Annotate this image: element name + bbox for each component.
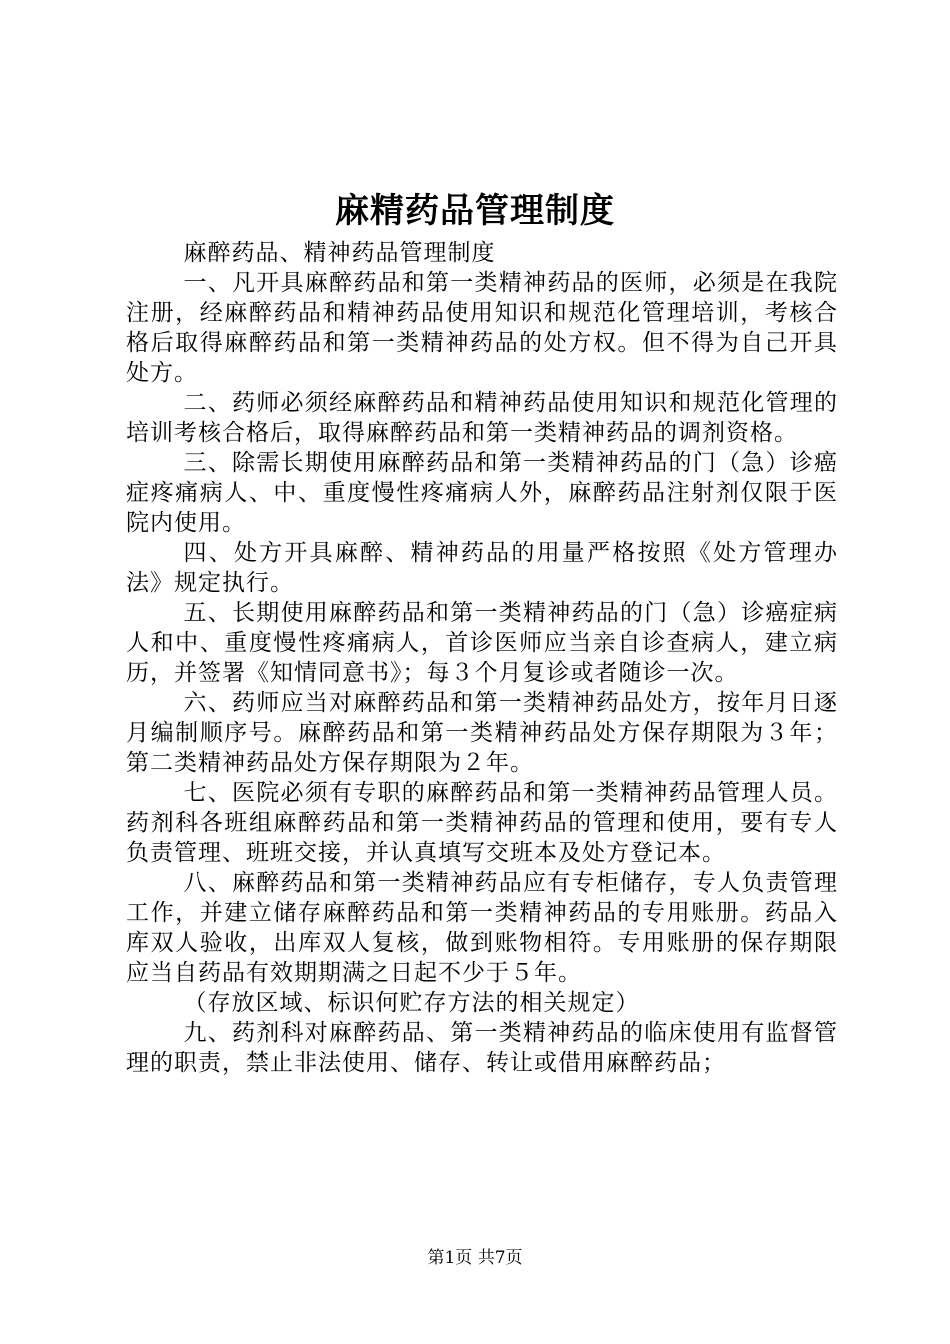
paragraph-6: 六、药师应当对麻醉药品和第一类精神药品处方，按年月日逐月编制顺序号。麻醉药品和第一类精神药品处方保存期限为３年；第二类精神药品处方保存期限为２年。	[126, 690, 838, 776]
paragraph-3: 三、除需长期使用麻醉药品和第一类精神药品的门（急）诊癌症疼痛病人、中、重度慢性疼痛病人外，麻醉药品注射剂仅限于医院内使用。	[126, 450, 838, 536]
paragraph-2: 二、药师必须经麻醉药品和精神药品使用知识和规范化管理的培训考核合格后，取得麻醉药品和第一类精神药品的调剂资格。	[126, 390, 838, 446]
document-body	[126, 238, 838, 1078]
paragraph-7: 七、医院必须有专职的麻醉药品和第一类精神药品管理人员。药剂科各班组麻醉药品和第一类精神药品的管理和使用，要有专人负责管理、班班交接，并认真填写交班本及处方登记本。	[126, 780, 838, 866]
paragraph-8: 八、麻醉药品和第一类精神药品应有专柜储存，专人负责管理工作，并建立储存麻醉药品和第一类精神药品的专用账册。药品入库双人验收，出库双人复核，做到账物相符。专用账册的保存期限应当自药品有效期期满之日起不少于５年。	[126, 870, 838, 986]
paragraph-1: 一、凡开具麻醉药品和第一类精神药品的医师，必须是在我院注册，经麻醉药品和精神药品使用知识和规范化管理培训，考核合格后取得麻醉药品和第一类精神药品的处方权。但不得为自己开具处方。	[126, 270, 838, 386]
paragraph-9: 九、药剂科对麻醉药品、第一类精神药品的临床使用有监督管理的职责，禁止非法使用、储存、转让或借用麻醉药品；	[126, 1020, 838, 1076]
document-title: 麻精药品管理制度	[335, 191, 615, 231]
page-number-footer: 第1页 共7页	[427, 1248, 523, 1268]
paragraph-subtitle: 麻醉药品、精神药品管理制度	[183, 240, 496, 266]
paragraph-4: 四、处方开具麻醉、精神药品的用量严格按照《处方管理办法》规定执行。	[126, 540, 838, 596]
paragraph-5: 五、长期使用麻醉药品和第一类精神药品的门（急）诊癌症病人和中、重度慢性疼痛病人，首诊医师应当亲自诊查病人，建立病历，并签署《知情同意书》；每３个月复诊或者随诊一次。	[126, 600, 838, 686]
paragraph-storage-note: （存放区域、标识何贮存方法的相关规定）	[183, 990, 640, 1016]
